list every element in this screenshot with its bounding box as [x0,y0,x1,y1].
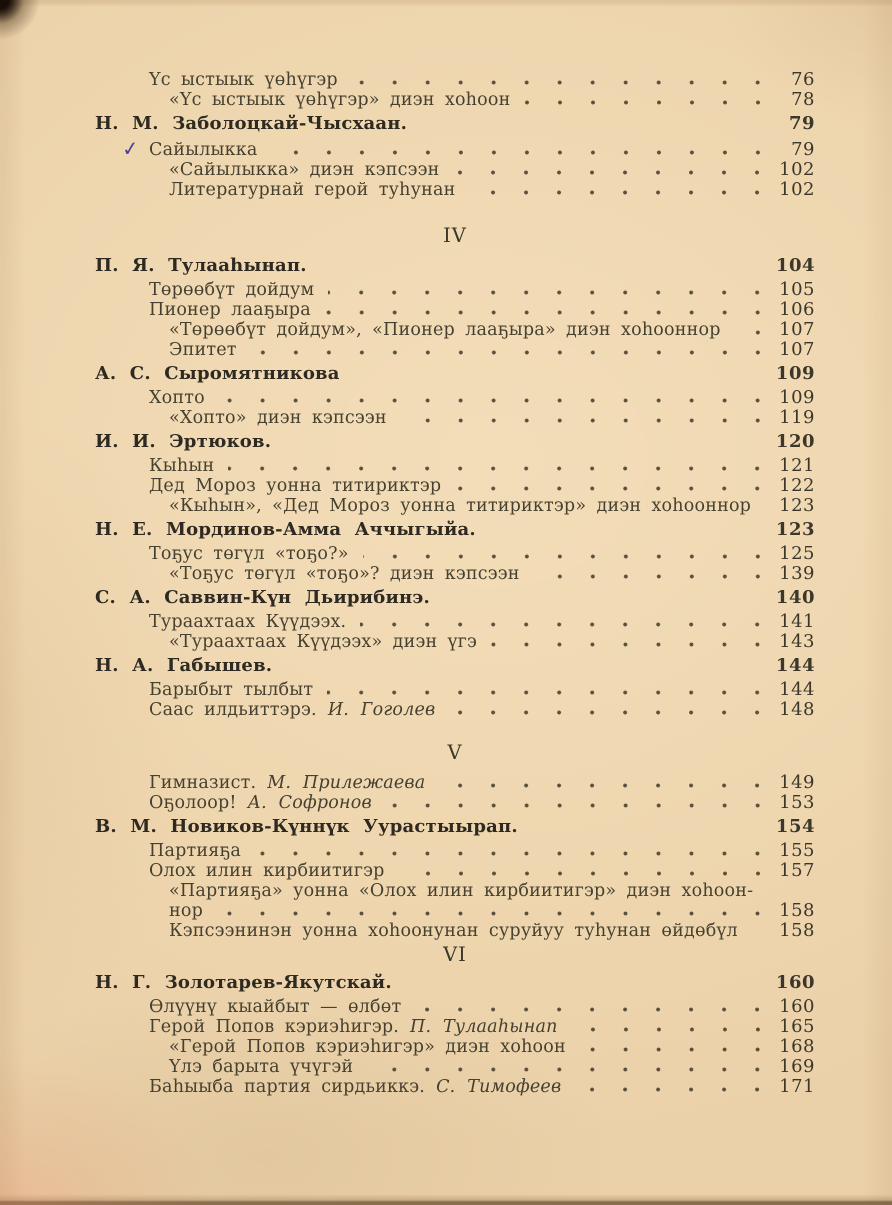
page-number: 139 [779,563,815,584]
entry-author-name-italic: И. Гоголев [327,700,436,720]
dot-leader [580,1044,774,1052]
entry-title: «Герой Попов кэриэһигэр» диэн хоһоон [169,1037,566,1057]
toc-entry-row [95,280,815,300]
page-number: 143 [779,631,815,652]
toc-entry-row [95,496,815,516]
dot-leader [572,1024,774,1032]
page-number: 122 [779,475,815,496]
toc-entry-row [95,160,815,180]
dot-leader [255,848,774,856]
toc-entry-row [95,700,815,720]
page-number: 119 [779,407,815,428]
toc-entry-row [95,1037,815,1057]
page-number: 165 [779,1016,815,1037]
entry-title: Олох илин кирбиитигэр [149,861,385,881]
page-number: 102 [779,179,815,200]
entry-title: Герой Попов кэриэһигэр. [149,1017,399,1037]
page-number: 155 [779,840,815,861]
dot-leader [525,97,775,105]
entry-title: И. И. Эртюков. [95,431,272,452]
page-number: 158 [779,920,815,941]
entry-title: «Хопто» диэн кэпсээн [169,408,387,428]
dot-leader [360,619,774,627]
toc-entry-row [95,841,815,861]
page-number: 160 [775,972,815,993]
toc-section-vi [95,973,815,1097]
page-number: 106 [779,299,815,320]
toc-entry-row [95,180,815,200]
toc-author-row [95,364,815,384]
dot-leader [251,347,774,355]
page-number: 168 [779,1036,815,1057]
page-number: 171 [779,1076,815,1097]
entry-title: «Төрөөбүт дойдум», «Пионер лааҕыра» диэн хоһооннор [169,320,721,340]
entry-title: Кыһын [149,456,215,476]
toc-entry-row [95,901,815,921]
entry-title: Эпитет [169,340,237,360]
dot-leader [415,1004,774,1012]
toc-entry-row [95,793,815,813]
page-number: 105 [779,279,815,300]
entry-title: «Үс ыстыык үөһүгэр» диэн хоһоон [169,90,511,110]
entry-title: Н. А. Габышев. [95,655,273,676]
entry-title: Н. М. Заболоцкай-Чысхаан. [95,113,408,134]
page-number: 125 [779,543,815,564]
dot-leader [455,483,774,491]
page-number: 154 [775,816,815,837]
dot-leader [272,147,774,155]
toc-entry-row [95,456,815,476]
page-number: 109 [779,387,815,408]
dot-leader [449,707,774,715]
toc-entry-row [95,773,815,793]
dot-leader [217,908,774,916]
toc-entry-row [95,632,815,652]
toc-entry-row [95,135,815,162]
page-number: 149 [779,772,815,793]
toc-entry-row [95,1077,815,1097]
toc-author-row [95,817,815,837]
page-number: 144 [779,679,815,700]
page-number: 109 [775,363,815,384]
page-number: 104 [775,255,815,276]
entry-title: С. А. Саввин-Күн Дьирибинэ. [95,587,430,608]
toc-author-row [95,588,815,608]
toc-author-row [95,256,815,276]
page-number: 160 [779,996,815,1017]
entry-author-name-italic: М. Прилежаева [267,773,426,793]
entry-title: Н. Е. Мординов-Амма Аччыгыйа. [95,519,476,540]
section-heading-v: V [447,741,463,764]
toc-section-v [95,773,815,941]
entry-title: Төрөөбүт дойдум [149,280,315,300]
toc-entry-row [95,1057,815,1077]
page-number: 123 [775,519,815,540]
dot-leader [363,551,774,559]
toc-entry-row [95,408,815,428]
toc-entry-row [95,90,815,110]
entry-author-name-italic: П. Тулааһынап [410,1017,558,1037]
toc-entry-row [95,612,815,632]
page-number: 102 [779,159,815,180]
toc-entry-row [95,680,815,700]
entry-title: Литературнай герой туһунан [169,180,456,200]
entry-title: Өлүүнү кыайбыт — өлбөт [149,997,402,1017]
entry-title: «Партияҕа» уонна «Олох илин кирбиитигэр» диэн хоһоон- [169,881,754,901]
toc-entry-row [95,388,815,408]
page-number: 76 [791,69,815,90]
toc-author-row [95,520,815,540]
toc-entry-row [95,476,815,496]
dot-leader [399,868,775,876]
toc-section-iv [95,256,815,720]
toc-author-row [95,432,815,452]
toc-entry-row [95,70,815,90]
page-number: 140 [775,587,815,608]
section-heading-vi: VI [443,943,467,966]
section-heading-iv: IV [443,224,467,247]
page-number: 107 [779,319,815,340]
entry-title: Оҕолоор! [149,793,237,813]
page-number: 157 [779,860,815,881]
toc-author-row [95,656,815,676]
entry-title: Баһыыба партия сирдьиккэ. [149,1077,426,1097]
entry-title: Дед Мороз уонна титириктэр [149,476,442,496]
entry-title: Н. Г. Золотарев-Якутскай. [95,972,392,993]
toc-author-row [95,114,815,134]
entry-title: Барыбыт тылбыт [149,680,314,700]
entry-title: Пионер лааҕыра [149,300,311,320]
page-number: 148 [779,699,815,720]
dot-leader [386,800,774,808]
toc-entry-row [95,861,815,881]
table-of-contents [95,70,815,1097]
entry-title: «Тоҕус төгүл «тоҕо»? диэн кэпсээн [169,564,520,584]
entry-title: П. Я. Тулааһынап. [95,255,307,276]
entry-title: Гимназист. [149,773,257,793]
entry-title: А. С. Сыромятникова [95,363,340,384]
toc-section-iii-tail [95,70,815,200]
entry-title: нор [169,901,204,921]
entry-title: Саас илдьиттэрэ. [149,700,317,720]
page-number: 144 [775,655,815,676]
page-corner-shadow [0,0,80,80]
dot-leader [491,639,774,647]
entry-title: «Кыһын», «Дед Мороз уонна титириктэр» диэн хоһооннор [169,496,752,516]
dot-leader [228,463,774,471]
toc-author-row [95,973,815,993]
page-number: 79 [791,139,815,160]
toc-entry-row [95,340,815,360]
page-number: 79 [788,113,815,134]
page-number: 169 [779,1056,815,1077]
dot-leader [439,780,774,788]
entry-title: «Тураахтаах Күүдээх» диэн үгэ [169,632,478,652]
entry-title: Тураахтаах Күүдээх. [149,612,347,632]
dot-leader [219,395,774,403]
entry-title: Тоҕус төгүл «тоҕо?» [149,544,349,564]
dot-leader [367,1064,774,1072]
toc-entry-row [95,921,815,941]
entry-title: «Сайылыкка» диэн кэпсээн [169,160,440,180]
entry-title: В. М. Новиков-Күннүк Уурастыырап. [95,816,518,837]
page-number: 158 [779,900,815,921]
dot-leader [534,571,774,579]
entry-title: Кэпсээнинэн уонна хоһоонунан суруйуу туһунан өйдөбүл [169,921,738,941]
dot-leader [328,287,774,295]
dot-leader [325,307,774,315]
page-number: 107 [779,339,815,360]
toc-entry-row [95,300,815,320]
handwritten-checkmark: ✓ [120,135,141,162]
entry-title: Сайылыкка [149,140,258,160]
dot-leader [469,187,774,195]
entry-author-name-italic: С. Тимофеев [436,1077,562,1097]
page-number: 123 [779,495,815,516]
page-number: 153 [779,792,815,813]
page-number: 121 [779,455,815,476]
entry-author-name-italic: А. Софронов [247,793,372,813]
dot-leader [453,167,774,175]
toc-entry-row [95,1017,815,1037]
page-number: 78 [791,89,815,110]
toc-entry-row [95,564,815,584]
dot-leader [352,77,774,85]
dot-leader [327,687,774,695]
toc-entry-row [95,881,815,901]
toc-entry-row [95,320,815,340]
entry-title: Үлэ барыта үчүгэй [169,1057,354,1077]
entry-title: Партияҕа [149,841,242,861]
entry-title: Хопто [149,388,205,408]
dot-leader [575,1084,774,1092]
page-number: 120 [775,431,815,452]
toc-entry-row [95,544,815,564]
toc-entry-row [95,997,815,1017]
dot-leader [401,415,774,423]
dot-leader [735,327,774,335]
entry-title: Үс ыстыык үөһүгэр [149,70,338,90]
page-number: 141 [779,611,815,632]
